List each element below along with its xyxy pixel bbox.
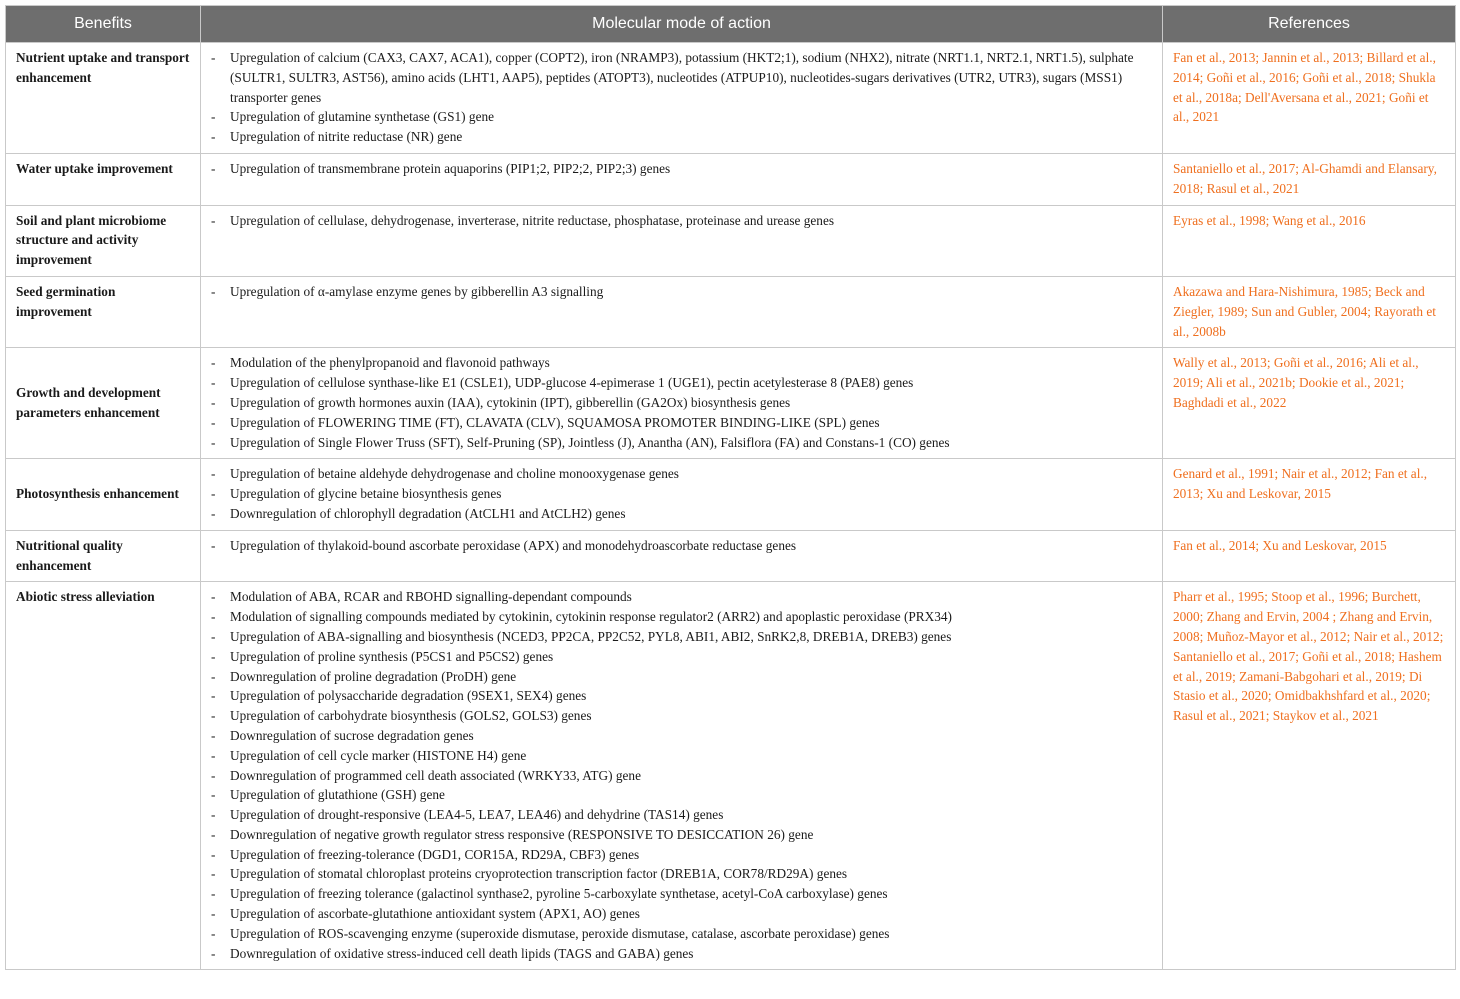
action-item: - Downregulation of oxidative stress-induced cell death lipids (TAGS and GABA) genes (211, 944, 1152, 964)
table-row (6, 459, 1456, 530)
action-item: - Modulation of the phenylpropanoid and flavonoid pathways (211, 353, 1152, 373)
references-cell[interactable]: Fan et al., 2013; Jannin et al., 2013; Billard et al., 2014; Goñi et al., 2016; Goñi et al., 2018; Shukla et al., 2018a; Dell'Aversana et al., 2021; Goñi et al., 2021 (1163, 43, 1456, 154)
action-item: - Upregulation of calcium (CAX3, CAX7, ACA1), copper (COPT2), iron (NRAMP3), potassium (HKT2;1), sodium (NHX2), nitrate (NRT1.1, NRT2.1, NRT1.5), sulphate (SULTR1, SULTR3, AST56), amino acids (LHT1, AAP5), peptides (ATOPT3), nucleotides (ATPUP10), nucleotides-sugars derivatives (UTR2, UTR3), sugars (MSS1) transporter genes (211, 48, 1152, 107)
benefit-cell: Growth and development parameters enhancement (6, 348, 201, 459)
header-mode: Molecular mode of action (201, 6, 1163, 43)
references-cell[interactable]: Fan et al., 2014; Xu and Leskovar, 2015 (1163, 530, 1456, 582)
action-item: - Upregulation of glutathione (GSH) gene (211, 785, 1152, 805)
benefit-cell: Nutrient uptake and transport enhancement (6, 43, 201, 154)
action-item: - Upregulation of Single Flower Truss (SFT), Self-Pruning (SP), Jointless (J), Anantha (AN), Falsiflora (FA) and Constans-1 (CO) genes (211, 433, 1152, 453)
benefits-table (5, 5, 1456, 970)
action-item: - Downregulation of chlorophyll degradation (AtCLH1 and AtCLH2) genes (211, 504, 1152, 524)
table-row (6, 530, 1456, 582)
action-item: - Upregulation of betaine aldehyde dehydrogenase and choline monooxygenase genes (211, 464, 1152, 484)
action-item: - Upregulation of growth hormones auxin (IAA), cytokinin (IPT), gibberellin (GA2Ox) biosynthesis genes (211, 393, 1152, 413)
references-cell[interactable]: Eyras et al., 1998; Wang et al., 2016 (1163, 205, 1456, 276)
action-item: - Upregulation of nitrite reductase (NR) gene (211, 127, 1152, 147)
header-references: References (1163, 6, 1456, 43)
references-cell[interactable]: Wally et al., 2013; Goñi et al., 2016; Ali et al., 2019; Ali et al., 2021b; Dookie et al., 2021; Baghdadi et al., 2022 (1163, 348, 1456, 459)
references-cell[interactable]: Pharr et al., 1995; Stoop et al., 1996; Burchett, 2000; Zhang and Ervin, 2004 ; Zhang and Ervin, 2008; Muñoz-Mayor et al., 2012; Nair et al., 2012; Santaniello et al., 2017; Goñi et al., 2018; Hashem et al., 2019; Zamani-Babgohari et al., 2019; Di Stasio et al., 2020; Omidbakhshfard et al., 2020; Rasul et al., 2021; Staykov et al., 2021 (1163, 582, 1456, 970)
action-item: - Upregulation of drought-responsive (LEA4-5, LEA7, LEA46) and dehydrine (TAS14) genes (211, 805, 1152, 825)
mode-cell (201, 348, 1163, 459)
action-item: - Upregulation of FLOWERING TIME (FT), CLAVATA (CLV), SQUAMOSA PROMOTER BINDING-LIKE (SPL) genes (211, 413, 1152, 433)
action-item: - Upregulation of polysaccharide degradation (9SEX1, SEX4) genes (211, 686, 1152, 706)
references-cell[interactable]: Akazawa and Hara-Nishimura, 1985; Beck and Ziegler, 1989; Sun and Gubler, 2004; Rayorath et al., 2008b (1163, 276, 1456, 347)
action-item: - Upregulation of ROS-scavenging enzyme (superoxide dismutase, peroxide dismutase, catalase, ascorbate peroxidase) genes (211, 924, 1152, 944)
action-item: - Upregulation of glutamine synthetase (GS1) gene (211, 107, 1152, 127)
action-item: - Upregulation of freezing tolerance (galactinol synthase2, pyroline 5-carboxylate synthetase, acetyl-CoA carboxylase) genes (211, 884, 1152, 904)
action-item: - Upregulation of carbohydrate biosynthesis (GOLS2, GOLS3) genes (211, 706, 1152, 726)
mode-cell (201, 153, 1163, 205)
mode-cell (201, 582, 1163, 970)
mode-cell (201, 459, 1163, 530)
mode-cell (201, 530, 1163, 582)
action-item: - Upregulation of freezing-tolerance (DGD1, COR15A, RD29A, CBF3) genes (211, 845, 1152, 865)
action-item: - Upregulation of cellulose synthase-like E1 (CSLE1), UDP-glucose 4-epimerase 1 (UGE1), pectin acetylesterase 8 (PAE8) genes (211, 373, 1152, 393)
mode-cell (201, 205, 1163, 276)
action-item: - Upregulation of thylakoid-bound ascorbate peroxidase (APX) and monodehydroascorbate reductase genes (211, 536, 1152, 556)
benefit-cell: Soil and plant microbiome structure and activity improvement (6, 205, 201, 276)
benefit-cell: Water uptake improvement (6, 153, 201, 205)
action-item: - Upregulation of stomatal chloroplast proteins cryoprotection transcription factor (DREB1A, COR78/RD29A) genes (211, 864, 1152, 884)
mode-cell (201, 276, 1163, 347)
table-row (6, 205, 1456, 276)
action-item: - Upregulation of cellulase, dehydrogenase, inverterase, nitrite reductase, phosphatase, proteinase and urease genes (211, 211, 1152, 231)
action-item: - Upregulation of ascorbate-glutathione antioxidant system (APX1, AO) genes (211, 904, 1152, 924)
mode-cell (201, 43, 1163, 154)
table-row (6, 348, 1456, 459)
action-item: - Upregulation of ABA-signalling and biosynthesis (NCED3, PP2CA, PP2C52, PYL8, ABI1, ABI2, SnRK2,8, DREB1A, DREB3) genes (211, 627, 1152, 647)
header-benefits: Benefits (6, 6, 201, 43)
header-row (6, 6, 1456, 43)
benefit-cell: Photosynthesis enhancement (6, 459, 201, 530)
benefit-cell: Nutritional quality enhancement (6, 530, 201, 582)
references-cell[interactable]: Genard et al., 1991; Nair et al., 2012; Fan et al., 2013; Xu and Leskovar, 2015 (1163, 459, 1456, 530)
action-item: - Upregulation of cell cycle marker (HISTONE H4) gene (211, 746, 1152, 766)
action-item: - Modulation of ABA, RCAR and RBOHD signalling-dependant compounds (211, 587, 1152, 607)
action-item: - Upregulation of glycine betaine biosynthesis genes (211, 484, 1152, 504)
references-cell[interactable]: Santaniello et al., 2017; Al-Ghamdi and Elansary, 2018; Rasul et al., 2021 (1163, 153, 1456, 205)
action-item: - Upregulation of transmembrane protein aquaporins (PIP1;2, PIP2;2, PIP2;3) genes (211, 159, 1152, 179)
action-item: - Upregulation of α-amylase enzyme genes by gibberellin A3 signalling (211, 282, 1152, 302)
table-row (6, 43, 1456, 154)
action-item: - Downregulation of sucrose degradation genes (211, 726, 1152, 746)
action-item: - Upregulation of proline synthesis (P5CS1 and P5CS2) genes (211, 647, 1152, 667)
action-item: - Downregulation of proline degradation (ProDH) gene (211, 667, 1152, 687)
table-row (6, 276, 1456, 347)
table-row (6, 153, 1456, 205)
benefit-cell: Abiotic stress alleviation (6, 582, 201, 970)
action-item: - Downregulation of negative growth regulator stress responsive (RESPONSIVE TO DESICCATION 26) gene (211, 825, 1152, 845)
action-item: - Downregulation of programmed cell death associated (WRKY33, ATG) gene (211, 766, 1152, 786)
action-item: - Modulation of signalling compounds mediated by cytokinin, cytokinin response regulator2 (ARR2) and apoplastic peroxidase (PRX34) (211, 607, 1152, 627)
table-row (6, 582, 1456, 970)
benefit-cell: Seed germination improvement (6, 276, 201, 347)
